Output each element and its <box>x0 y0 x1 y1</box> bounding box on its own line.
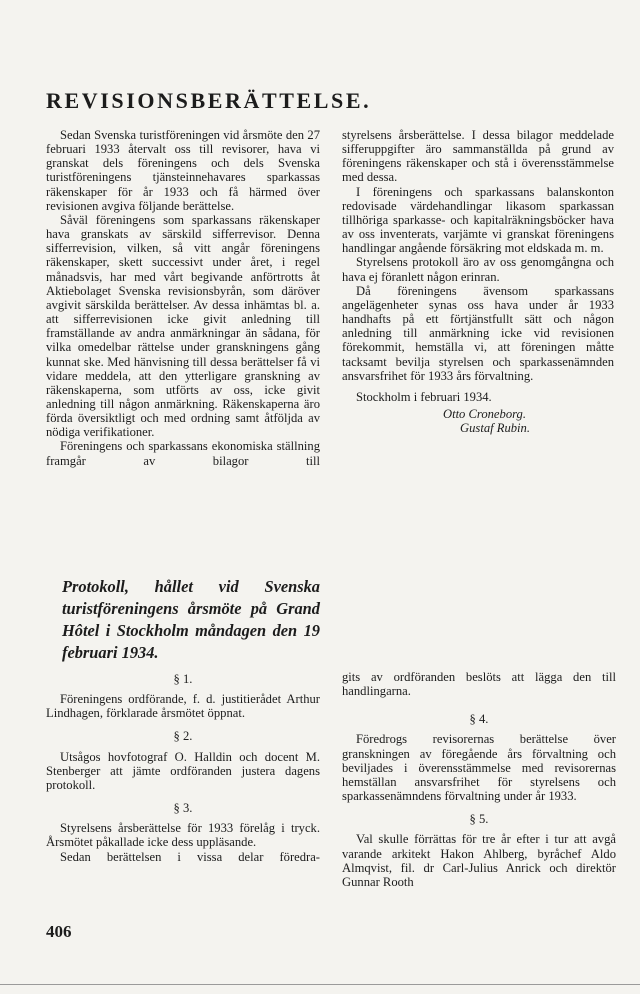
section-text: gits av ordföranden beslöts att lägga den till handlingarna. <box>342 670 616 699</box>
section-text: Val skulle förrättas för tre år efter i tur att avgå varande arkitekt Hakon Ahlberg, byråchef Aldo Almqvist, fil. dr Carl-Julius Anrick och direktör Gunnar Rooth <box>342 832 616 889</box>
report-paragraph: Då föreningens ävensom sparkassans angelägenheter synas oss hava under år 1933 handhafts på ett förtjänstfullt sätt och någon anledning till anmärkning icke vid revisionen förekommit, hemställa vi, att föreningen måtte tacksamt bevilja styrelsen och sparkassenämnden ansvarsfrihet för 1933 års förvaltning. <box>342 283 614 383</box>
signature-1: Otto Croneborg. <box>442 406 526 421</box>
page-number: 406 <box>46 922 72 941</box>
section-heading: § 3. <box>173 801 193 816</box>
section-text: Utsågos hovfotograf O. Halldin och docent M. Stenberger att jämte ordföranden justera dagens protokoll. <box>46 749 320 792</box>
report-paragraph: I föreningens och sparkassans balanskonton redovisade värdehandlingar likasom sparkassan tillhöriga sparkasse- och kapitalräkningsböcker hava av oss inventerats, varjämte vi granskat föreningens handlingar angående försäkring mot eldskada m. m. <box>342 184 614 256</box>
report-paragraph: Föreningens och sparkassans ekonomiska ställning framgår av bilagor till <box>46 439 320 468</box>
section-text: Föreningens ordförande, f. d. justitierådet Arthur Lindhagen, förklarade årsmötet öppnat. <box>46 692 320 721</box>
place-date: Stockholm i februari 1934. <box>356 389 492 404</box>
report-paragraph: Sedan Svenska turistföreningen vid årsmöte den 27 februari 1933 återvalt oss till revisorer, hava vi granskat dels föreningens och dels Svenska turistföreningens tjänsteinnehavares sparkassas räkenskaper för år 1933 och få härmed över revisionen avgiva följande berättelse. <box>46 128 320 213</box>
report-paragraph: Såväl föreningens som sparkassans räkenskaper hava granskats av särskild sifferrevisor. Denna sifferrevision, vilken, så vitt angår föreningens räkenskaper, skett successivt under året, i regel månadsvis, har med vårt begivande anförtrotts åt Aktiebolaget Svenska revisionsbyrån, som däröver avgivit särskilda berättelser. Av dessa inhämtas bl. a. att sifferrevisionen icke givit anledning till framställande av andra anmärkningar än sådana, för vilka omedelbar rättelse under granskningens gång kunnat ske. Med hänvisning till dessa berättelser få vi vidare meddela, att den ytterligare granskning av räkenskaperna, som utförts av oss, icke givit anledning till någon anmärkning. Räkenskaperna äro förda översiktligt och med ordning samt åtföljda av nödiga verifikationer. <box>46 212 320 440</box>
protocol-left-column <box>46 672 320 864</box>
section-heading: § 5. <box>469 812 489 827</box>
report-right-column <box>342 128 614 435</box>
section-text: Sedan berättelsen i vissa delar föredra- <box>60 849 320 864</box>
signature-2: Gustaf Rubin. <box>460 421 530 436</box>
bottom-edge-line <box>0 984 640 985</box>
report-title: REVISIONSBERÄTTELSE. <box>46 88 372 113</box>
report-left-column <box>46 128 320 468</box>
report-paragraph: Styrelsens protokoll äro av oss genomgångna och hava ej föranlett någon erinran. <box>342 255 614 284</box>
section-heading: § 4. <box>469 712 489 727</box>
section-text: Styrelsens årsberättelse för 1933 förelåg i tryck. Årsmötet påkallade icke dess uppläsande. <box>46 821 320 850</box>
report-paragraph: styrelsens årsberättelse. I dessa bilagor meddelade sifferuppgifter äro sammanställda på grund av föreningens räkenskaper och stå i överensstämmelse med dessa. <box>342 128 614 185</box>
section-text: Föredrogs revisorernas berättelse över granskningen av föregående års förvaltning och beviljades i överensstämmelse med revisorernas hemställan ansvarsfrihet för styrelsens och sparkassenämndens förvaltning under år 1933. <box>342 732 616 804</box>
protocol-title: Protokoll, hållet vid Svenska turistföreningens årsmöte på Grand Hôtel i Stockholm måndagen den 19 februari 1934. <box>62 577 320 662</box>
section-heading: § 2. <box>173 729 193 744</box>
protocol-right-column <box>342 670 616 889</box>
section-heading: § 1. <box>173 672 193 686</box>
